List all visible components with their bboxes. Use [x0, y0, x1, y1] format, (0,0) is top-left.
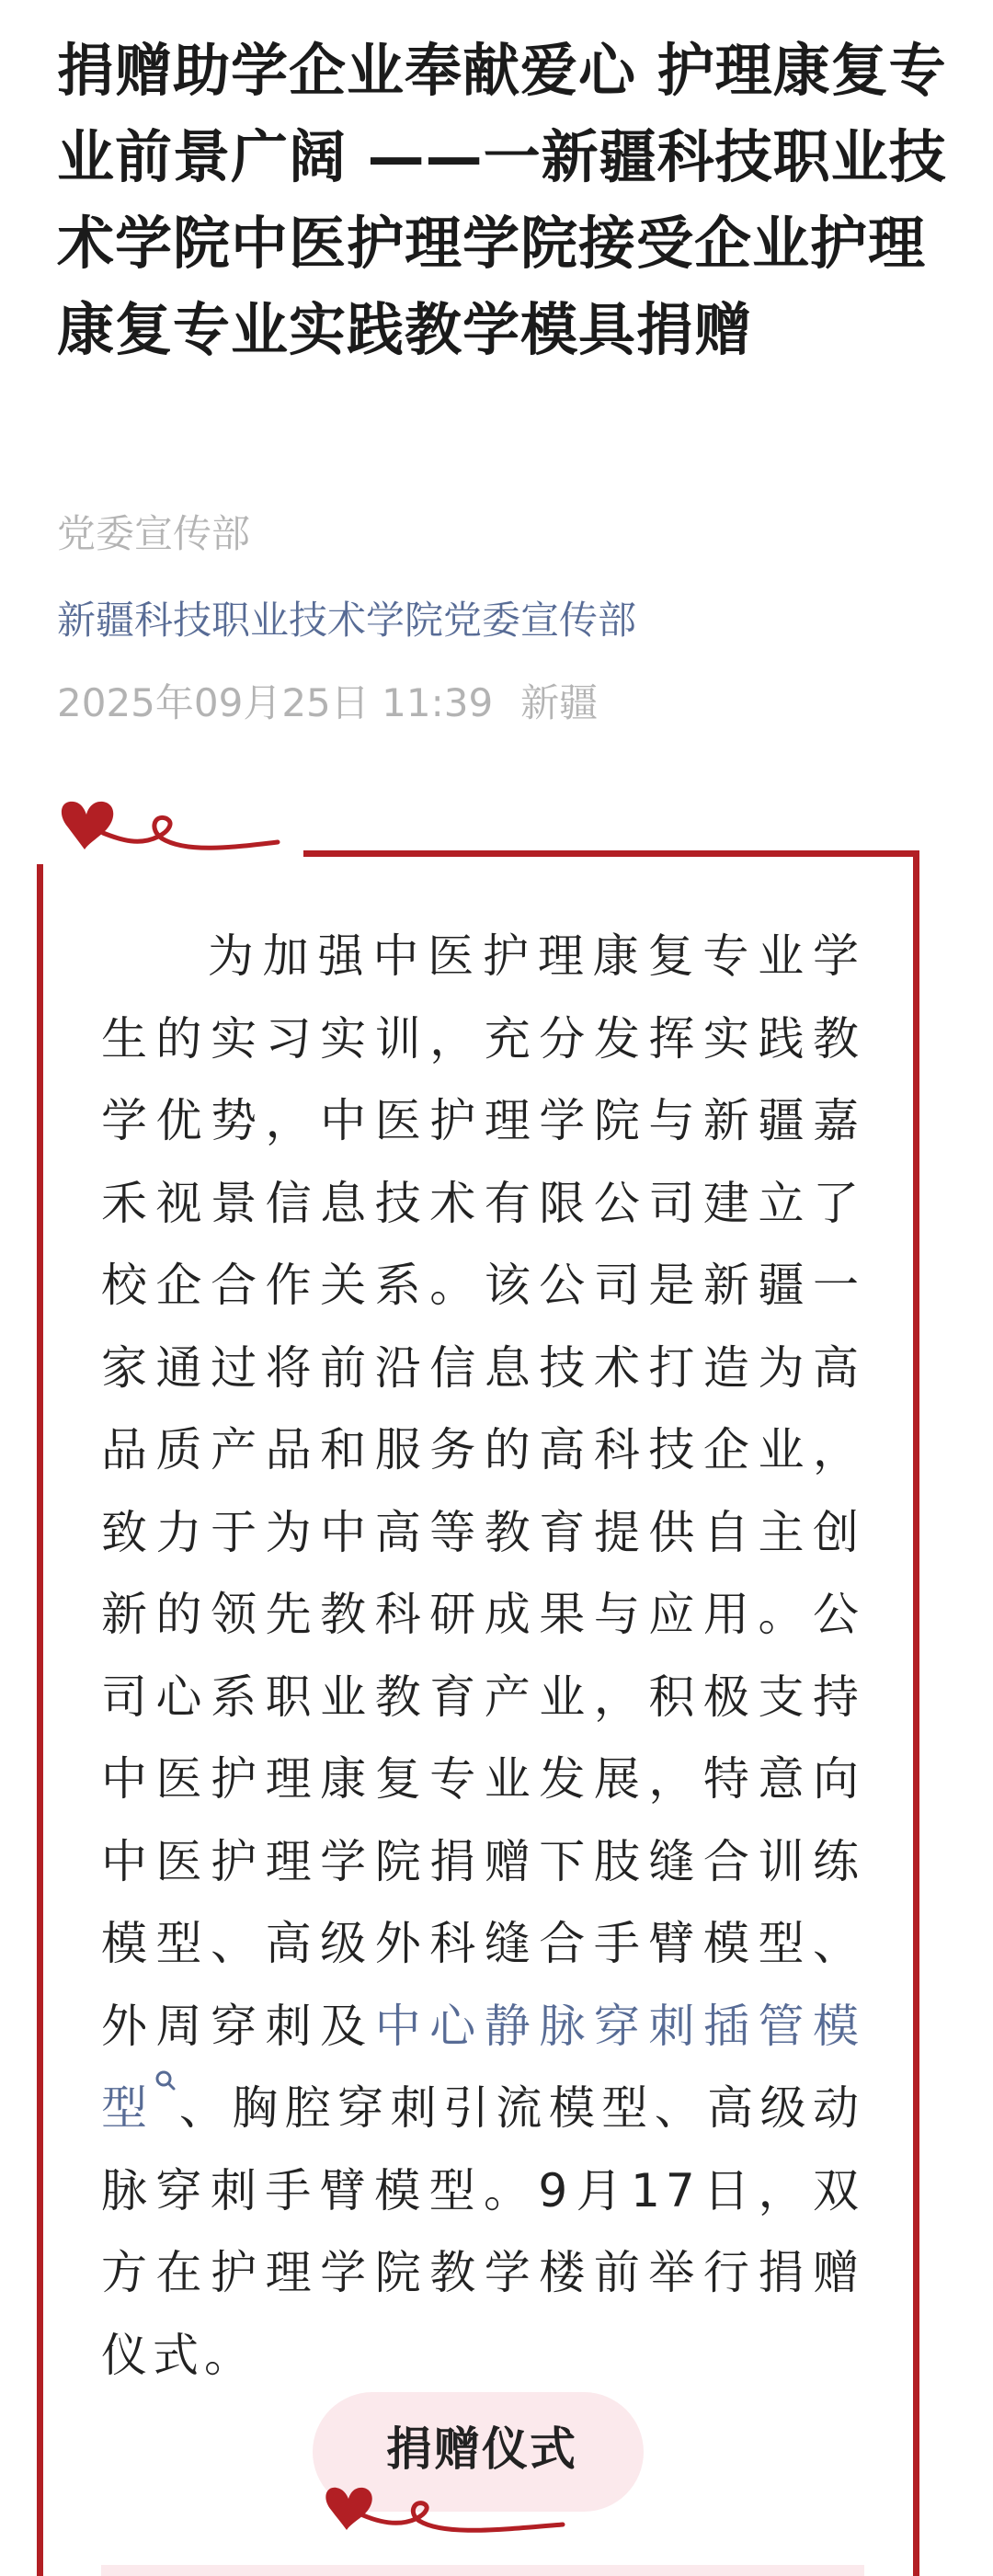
- article-title: 捐赠助学企业奉献爱心 护理康复专业前景广阔 ——一新疆科技职业技术学院中医护理学院接受企业护理康复专业实践教学模具捐赠: [57, 37, 947, 363]
- heart-swirl-icon: [314, 2482, 572, 2556]
- next-section-preview: [101, 2565, 864, 2576]
- paragraph-text-1: 为加强中医护理康复专业学生的实习实训，充分发挥实践教学优势，中医护理学院与新疆嘉禾视景信息技术有限公司建立了校企合作关系。该公司是新疆一家通过将前沿信息技术打造为高品质产品和服务的高科技企业，致力于为中高等教育提供自主创新的领先教科研成果与应用。公司心系职业教育产业，积极支持中医护理康复专业发展，特意向中医护理学院捐赠下肢缝合训练模型、高级外科缝合手臂模型、外周穿刺及: [101, 929, 864, 2053]
- paragraph-text-2: 、胸腔穿刺引流模型、高级动脉穿刺手臂模型。9月17日，双方在护理学院教学楼前举行捐赠仪式。: [101, 2081, 865, 2382]
- article-paragraph: [101, 916, 864, 2397]
- account-name-link[interactable]: 新疆科技职业技术学院党委宣传部: [57, 598, 637, 643]
- publish-info: [57, 673, 598, 728]
- article-author: 党委宣传部: [57, 511, 251, 556]
- publish-datetime: 2025年09月25日 11:39: [57, 680, 494, 725]
- search-icon[interactable]: [154, 2069, 177, 2105]
- heart-swirl-icon: [48, 792, 287, 875]
- keyword-link[interactable]: 中心静脉穿刺插管模型: [101, 1999, 865, 2135]
- section-title: 捐赠仪式: [386, 2422, 577, 2476]
- publish-location: 新疆: [520, 680, 599, 725]
